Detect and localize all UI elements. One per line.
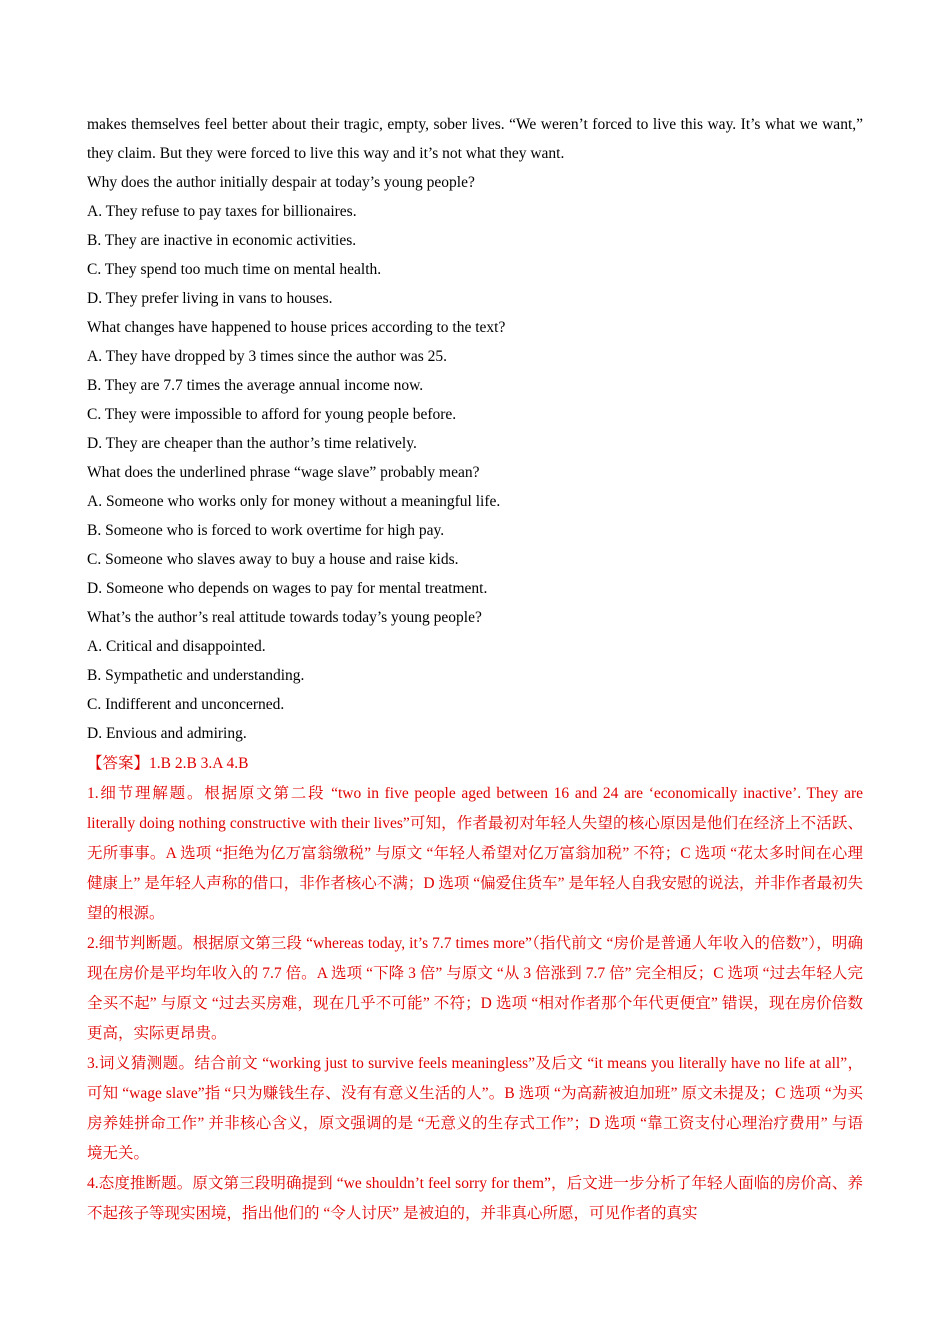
option-d: D. They are cheaper than the author’s time relatively.: [87, 435, 417, 452]
question-stem: What’s the author’s real attitude towards today’s young people?: [87, 609, 482, 626]
question-block-4: [87, 603, 863, 748]
option-b: B. Sympathetic and understanding.: [87, 667, 305, 684]
option-b: B. Someone who is forced to work overtime for high pay.: [87, 522, 445, 539]
question-stem: What changes have happened to house prices according to the text?: [87, 319, 506, 336]
option-a: A. They refuse to pay taxes for billionaires.: [87, 203, 357, 220]
option-c: C. Someone who slaves away to buy a house and raise kids.: [87, 551, 459, 568]
option-a: A. Critical and disappointed.: [87, 638, 266, 655]
option-c: C. They spend too much time on mental health.: [87, 261, 382, 278]
question-stem: What does the underlined phrase “wage slave” probably mean?: [87, 464, 480, 481]
question-block-1: [87, 168, 863, 313]
option-d: D. Envious and admiring.: [87, 725, 247, 742]
question-block-3: [87, 458, 863, 603]
option-c: C. They were impossible to afford for young people before.: [87, 406, 457, 423]
question-block-2: [87, 313, 863, 458]
question-stem: Why does the author initially despair at today’s young people?: [87, 174, 475, 191]
option-d: D. Someone who depends on wages to pay for mental treatment.: [87, 580, 488, 597]
explanation-2: 2.细节判断题。根据原文第三段 “whereas today, it’s 7.7 times more”（指代前文 “房价是普通人年收入的倍数”），明确现在房价是平均年收入的 7.7 倍。A 选项 “下降 3 倍” 与原文 “从 3 倍涨到 7.7 倍” 完全相反；C 选项 “过去年轻人完全买不起” 与原文 “过去买房难，现在几乎不可能” 不符；D 选项 “相对作者那个年代更便宜” 错误，现在房价倍数更高，实际更昂贵。: [87, 935, 863, 1042]
option-a: A. They have dropped by 3 times since the author was 25.: [87, 348, 448, 365]
option-c: C. Indifferent and unconcerned.: [87, 696, 285, 713]
explanation-4: 4.态度推断题。原文第三段明确提到 “we shouldn’t feel sorry for them”，后文进一步分析了年轻人面临的房价高、养不起孩子等现实困境，指出他们的 “令人讨厌” 是被迫的，并非真心所愿，可见作者的真实: [87, 1175, 863, 1222]
option-d: D. They prefer living in vans to houses.: [87, 290, 333, 307]
option-b: B. They are inactive in economic activities.: [87, 232, 357, 249]
passage-paragraph: makes themselves feel better about their tragic, empty, sober lives. “We weren’t forced to live this way. It’s what we want,” they claim. But they were forced to live this way and it’s not what they want.: [87, 116, 863, 162]
explanation-3: 3.词义猜测题。结合前文 “working just to survive feels meaningless”及后文 “it means you literally have no life at all”，可知 “wage slave”指 “只为赚钱生存、没有有意义生活的人”。B 选项 “为高薪被迫加班” 原文未提及；C 选项 “为买房养娃拼命工作” 并非核心含义，原文强调的是 “无意义的生存式工作”；D 选项 “靠工资支付心理治疗费用” 与语境无关。: [87, 1055, 863, 1162]
explanation-1: 1.细节理解题。根据原文第二段 “two in five people aged between 16 and 24 are ‘economically inactive’. They are literally doing nothing constructive with their lives”可知，作者最初对年轻人失望的核心原因是他们在经济上不活跃、无所事事。A 选项 “拒绝为亿万富翁缴税” 与原文 “年轻人希望对亿万富翁加税” 不符；C 选项 “花太多时间在心理健康上” 是年轻人声称的借口，非作者核心不满；D 选项 “偏爱住货车” 是年轻人自我安慰的说法，并非作者最初失望的根源。: [87, 785, 863, 922]
document-page: [87, 110, 863, 1229]
option-b: B. They are 7.7 times the average annual income now.: [87, 377, 424, 394]
option-a: A. Someone who works only for money without a meaningful life.: [87, 493, 501, 510]
answer-key: 【答案】1.B 2.B 3.A 4.B: [87, 755, 249, 772]
